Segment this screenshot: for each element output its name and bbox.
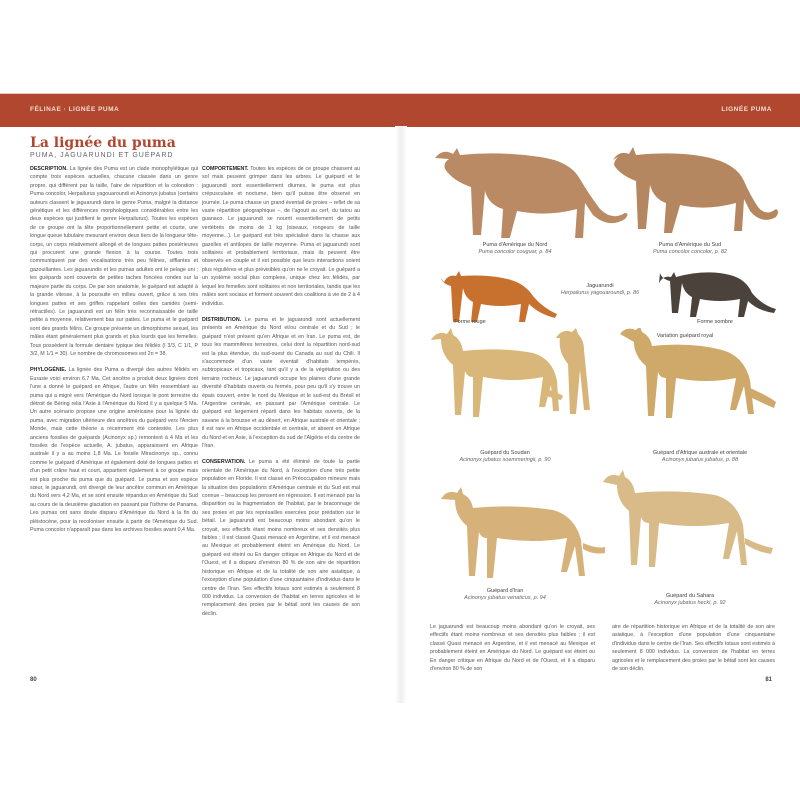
section-head-phylogeny: PHYLOGÉNIE.	[30, 367, 67, 374]
caption-puma-south: Puma d'Amérique du Sud Puma concolor concolor, p. 82	[653, 242, 727, 255]
book-gutter	[395, 126, 407, 703]
caption-cheetah-iran: Guépard d'Iran Acinonyx jubatus venaticus, p. 94	[464, 588, 546, 601]
jaguarundi-dark-illustration	[655, 263, 780, 323]
caption-cheetah-sahara: Guépard du Sahara Acinonyx jubatus hecki, p. 92	[654, 593, 726, 606]
cheetah-southern-eastern-illustration	[550, 328, 785, 448]
cheetah-sudan-illustration	[425, 328, 570, 448]
text-column-3	[430, 623, 595, 681]
caption-red-form: Forme rouge	[454, 319, 486, 325]
section-text-conservation: Le puma a été éliminé de toute la partie orientale de l'Amérique du Nord, à l'exception d'une très petite population en Floride. Il est classé en Préoccupation mineure mais la situation des populations d'Amérique centrale et du Sud est mal connue – beaucoup les pensent en régression. Il est menacé par la disparition ou la fragmentation de l'habitat, par le braconnage de ses proies et par les représailles exercées pour prédation sur le bétail. Le jaguarundi est beaucoup moins abondant qu'on le croyait, ses effectifs étant moins nombreux et ses densités plus faibles ; il est classé Quasi menacé en Argentine, et il est menacé au Mexique et probablement éteint en Amérique du Nord. Le guépard est éteint ou En danger critique en Afrique du Nord et de l'Ouest, et il a disparu d'environ 80 % de son aire de répartition historique en Afrique et de la totalité de son aire asiatique, à l'exception d'une population d'une cinquantaine d'individus dans le centre de l'Iran. Ses effectifs totaux sont estimés à seulement 8 000 individus. La conversion de l'habitat en terres agricoles et le remplacement des proies par le bétail sont les causes de son déclin.	[202, 459, 360, 617]
caption-jaguarundi: Jaguarundi Herpailurus yagouaroundi, p. 86	[560, 283, 640, 296]
section-head-conservation: CONSERVATION.	[202, 459, 246, 466]
text-column-1	[30, 165, 198, 542]
caption-puma-north: Puma d'Amérique du Nord Puma concolor couguar, p. 84	[478, 242, 552, 255]
text-column-4	[612, 623, 775, 681]
cheetah-iran-illustration	[435, 483, 610, 593]
page-number-right: 81	[765, 677, 772, 683]
puma-south-illustration	[605, 138, 785, 238]
caption-king-cheetah: Variation guépard royal	[656, 333, 714, 339]
right-running-head: LIGNÉE PUMA	[721, 106, 772, 113]
running-head-band	[0, 93, 800, 127]
section-text-phylogeny: La lignée des Puma a divergé des autres félidés en Eurasie voici environ 6,7 Ma. Cet ancêtre a produit deux lignées dont l'une a donné le guépard en Afrique, l'autre un félin ressemblant au puma qui a migré vers l'Amérique du Nord lorsque le pont terrestre du détroit de Béring relia l'Asie à l'Amérique du Nord il y a quelque 5 Ma. Un autre scénario propose une origine américaine pour la lignée du puma, avec migration ultérieure des ancêtres du guépard vers l'Ancien Monde, mais cette théorie a récemment été contestée. Les plus anciens fossiles de guépards (Acinonyx sp.) remontent à 4 Ma et les fossiles de l'espèce actuelle, A. jubatus, apparaissent en Afrique australe il y a au moins 1,8 Ma. Le fossile Miracinonyx sp., connu comme le guépard d'Amérique et également doté de longues pattes et d'un petit crâne haut et court, appartient également à ce groupe mais est plus proche du puma que du guépard. Le puma et son espèce sœur, le jaguarundi, ont divergé de leur ancêtre commun en Amérique du Nord vers 4,2 Ma, et se sont ensuite répandus en Amérique du Sud au cours de la deuxième glaciation en passant par l'isthme de Panama. Les pumas ont sans doute disparu d'Amérique du Nord à la fin du pléistocène, pour la recoloniser ensuite à partir de l'Amérique du Sud. Puma concolor n'apparaît pas dans les archives fossiles avant 0,4 Ma.	[30, 367, 198, 534]
caption-dark-form: Forme sombre	[697, 319, 733, 325]
section-head-distribution: DISTRIBUTION.	[202, 316, 242, 323]
section-text-distribution: Le puma et le jaguarundi sont actuellement présents en Amérique du Nord et/ou centrale et du Sud ; le guépard n'est présent qu'en Afrique et en Iran. Le puma est, de tous les mammifères terrestres, celui dont la répartition nord-sud est la plus étendue, du sud-ouest du Canada au sud du Chili. Il s'accommode d'un vaste éventail d'habitats tempérés, subtropicaux et tropicaux, tant qu'il y a de la végétation ou des terrains rocheux. Le jaguarundi occupe les plaines d'une grande diversité d'habitats ouverts ou fermés, pour peu qu'il s'y trouve un épais couvert, entre le nord du Mexique et le sud-est du Brésil et l'Argentine centrale, en passant par l'Amérique centrale. Le guépard est largement réparti dans les habitats ouverts, de la savane à la brousse et au désert, en Afrique australe et orientale ; il est rare en Afrique occidentale et centrale, et absent en Afrique du Nord et en Asie, à l'exception du sud de l'Algérie et du centre de l'Iran.	[202, 316, 360, 449]
right-page-text-right: aire de répartition historique en Afrique et de la totalité de son aire asiatique, à l'exception d'une population d'une cinquantaine d'individus dans le centre de l'Iran. Ses effectifs totaux sont estimés à seulement 8 000 individus. La conversion de l'habitat en terres agricoles et le remplacement des proies par le bétail sont les causes de son déclin.	[612, 624, 775, 673]
article-title: La lignée du puma	[30, 135, 176, 151]
right-page-text-left: Le jaguarundi est beaucoup moins abondant qu'on le croyait, ses effectifs étant moins nombreux et ses densités plus faibles ; il est classé Quasi menacé en Argentine, et il est menacé au Mexique et probablement éteint en Amérique du Nord. Le guépard est éteint ou En danger critique en Afrique du Nord et de l'Ouest, et il a disparu d'environ 80 % de son	[430, 624, 595, 673]
text-column-2	[202, 165, 360, 626]
section-text-description: La lignée des Puma est un clade monophylétique qui compte trois espèces actuelles, chacune classée dans un genre propre, qui diffèrent par la taille, l'aire de répartition et la coloration : Puma concolor, Herpailurus yagouaroundi et Acinonyx jubatus (certains auteurs classent le jaguarundi dans le genre Puma, malgré la distance génétique et les différences morphologiques considérables entre les deux espèces qui justifient le genre Herpailurus). Toutes les espèces de ce groupe ont la tête proportionnellement petite et courte, une longue queue tubulaire mesurant environ deux tiers de la longueur tête-corps, un corps relativement allongé et de longues pattes postérieures qui procurent une grande flexion à la course. Toutes trois communiquent par des vocalisations très peu félines, sifflantes et gazouillantes. Les jaguarundis et les pumas adultes ont le pelage uni ; les guépards sont couverts de petites taches foncées rondes sur la majeure partie du corps. De par son anatomie, le guépard est adapté à la grande vitesse, à la poursuite en milieu ouvert, grâce à ses très longues pattes et ses griffes rappelant celles des canidés (semi-rétractiles). Le jaguarundi est un félin très reconnaissable de taille petite à moyenne, relativement bas sur pattes. Le puma et le guépard sont des grands félins. Ce groupe présente un dimorphisme sexuel, les mâles étant généralement plus grands et plus lourds que les femelles. Tous possèdent la formule dentaire typique des félidés (I 3/3, C 1/1, P 3/2, M 1/1 = 30). Le nombre de chromosomes est 2n = 38.	[30, 166, 198, 357]
puma-north-illustration	[425, 138, 635, 238]
section-head-description: DESCRIPTION.	[30, 166, 68, 172]
section-head-behaviour: COMPORTEMENT.	[202, 166, 249, 172]
left-running-head: FÉLINAE · LIGNÉE PUMA	[30, 106, 120, 113]
book-spread	[0, 93, 800, 703]
section-text-behaviour: Toutes les espèces de ce groupe chassent au sol mais peuvent grimper dans les arbres. Le guépard et le jaguarundi sont essentiellement diurnes, le puma est plus crépusculaire et nocturne, bien qu'il puisse être observé en journée. Le puma chasse un grand éventail de proies – reflet de sa vaste répartition géographique –, de l'agouti au cerf, du tatou au guanaco. Le jaguarundi se nourrit essentiellement de petits vertébrés de moins de 1 kg (oiseaux, rongeurs de taille moyenne...). Le guépard est très spécialisé dans la chasse aux gazelles et antilopes de taille moyenne. Puma et jaguarundi sont solitaires et probablement territoriaux, mais ils peuvent être observés en couple et il est possible que leurs interactions soient plus régulières et plus prévisibles qu'on ne le croyait. Le guépard a un système social plus complexe, unique chez les félidés, par lequel les femelles sont solitaires et non territoriales, tandis que les mâles sont sociaux et forment souvent des coalitions à vie de 2 à 4 individus.	[202, 166, 360, 307]
article-subtitle: PUMA, JAGUARUNDI ET GUÉPARD	[30, 152, 174, 159]
page-number-left: 80	[30, 677, 37, 683]
caption-cheetah-sudan: Guépard du Soudan Acinonyx jubatus soemmeringii, p. 90	[459, 450, 551, 463]
caption-cheetah-southern-eastern: Guépard d'Afrique australe et orientale Acinonyx jubatus jubatus, p. 88	[652, 450, 748, 463]
cheetah-sahara-illustration	[595, 468, 785, 593]
